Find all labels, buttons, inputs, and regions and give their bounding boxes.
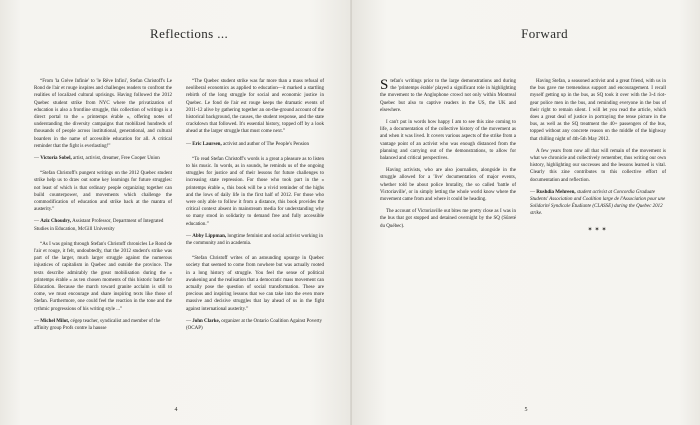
drop-cap: S bbox=[380, 77, 389, 93]
foreword-attribution: — Rushdia Mehreen, student activist at Concordia Graduate Students' Association and Coalition large de l'Association pour une Solidarité Syndicale Étudiante (CLASSE) during the Quebec 2012 strike. bbox=[530, 189, 666, 217]
blurb-attribution: — Aziz Choudry, Assistant Professor, Department of Integrated Studies in Education, McGill University bbox=[34, 219, 164, 232]
left-column-2 bbox=[186, 78, 324, 340]
blurb-text: “The Quebec student strike was far more than a mass refusal of neoliberal economics as applied to education—it marked a startling rebirth of the long struggle for social and economic justice in Quebec. Le fond de l'air est rouge keeps the dramatic events of 2011-12 alive by gathering together an on-the-ground account of the historical background, the causes, the student response, and the state crackdown that followed. It's essential history, topped off by a look ahead at the larger struggle that must come next.” bbox=[186, 79, 324, 135]
blurb-text: “As I was going through Stefan's Christoff chronicles Le Rond de l'air et rouge, it felt, undoubtedly, that the 2012 student's strike was part of the larger, much larger struggle against the numerous injustices of capitalism in Quebec and outside the province. The texts describe admirably the great mobilisation during the « printemps érable » as ten chosen moments of this historic battle for Education. Because the march toward granite acclaim is still to come, we must encourage and share inspiring texts like those of Stefan. Furthermore, one could feel the reaction in the tone and the rythmic progressions of his writing style ...” bbox=[34, 241, 172, 312]
ornament-asterisks: ✶✶✶ bbox=[587, 226, 609, 233]
right-column-1 bbox=[380, 78, 516, 235]
foreword-paragraph: Having Stefan, a seasoned activist and a great friend, with us in the bus gave me tremendous support and encouragement. I recall myself getting up in the bus, as SQ took it over with the 3-4 riot-gear police men in the bus, and reminding everyone in the bus of their right to remain silent. I will let you read the article, which does a great deal of justice in portraying the tense picture in the bus, as well as the SQ treatment the 40+ passengers of the bus, topped without any concrete reason on the middle of the highway that chilling night of 4th-5th May 2012. bbox=[530, 79, 666, 142]
left-running-head: Reflections ... bbox=[150, 26, 229, 41]
blurb-author-name: John Clarke, bbox=[192, 318, 221, 324]
right-running-head: Forward bbox=[521, 26, 568, 41]
foreword-paragraph: A few years from now all that will remain of the movement is what we chronicle and collectively remember, thus writing our own history, highlighting our successes and the lessons learned is vital. Clearly this zine contributes to this collective effort of documentation and reflection. bbox=[530, 148, 666, 183]
blurb-author-name: Michel Milot, bbox=[40, 318, 70, 324]
blurb-attribution: — Victoria Sobel, artist, activist, dreamer, Free Cooper Union bbox=[34, 156, 160, 162]
left-column-1 bbox=[34, 78, 172, 340]
foreword-paragraph: I can't put in words how happy I am to see this zine coming to life, a documentation of the collective history of the movement as and when it was lived. It covers various aspects of the strike from a vantage point of an activist who was enough distanced from the planning and carrying out of the demonstrations, to allow for balanced and critical perspectives. bbox=[380, 120, 516, 162]
blurb-author-role: activist and author of The People's Pension bbox=[222, 141, 310, 147]
blurb-author-name: Abby Lippman, bbox=[192, 233, 227, 239]
foreword-opening-paragraph bbox=[380, 78, 516, 114]
blurb-text: “Stefan Christoff's pungent writings on the 2012 Quebec student strike help us to draw out some key learnings for future struggles: not least of which is that ordinary people organizing together can build counterpower, and movements which challenge the commodification of education and strike back at the mantra of austerity.” bbox=[34, 171, 172, 213]
blurb-text: “From 'la Grève Infinie' to 'le Rêve Infini', Stefan Christoff's Le Rond de l'air et rouge inspires and challenges readers to confront the realities of localized cultural uprisings. Having followed the 2012 Quebec student strike from NYC where the privatization of education is also a frontline struggle, this collection of writings is a direct portal to the « printemps érable », offering notes of understanding the diversity campaigns that mobilized hundreds of thousands of people across institutional, generational, and cultural boarders in the name of accessible education for all. A critical reminder that the fight is everlasting!” bbox=[34, 79, 172, 149]
left-page-columns bbox=[34, 78, 324, 340]
page-number-left: 4 bbox=[174, 407, 178, 413]
foreword-paragraph: The account of Victoriaville out bites me pretty close as I was in the bus that got stopped and detained overnight by the SQ (Sûreté du Québec). bbox=[380, 209, 516, 229]
blurb-attribution: — John Clarke, organizer at the Ontario Coalition Against Poverty (OCAP) bbox=[186, 318, 323, 332]
blurb-author-name: Eric Laursen, bbox=[192, 141, 222, 147]
blurb-attribution: — Michel Milot, cégep teacher, syndicalist and member of the affinity group Profs contre la hausse bbox=[34, 318, 161, 332]
blurb-author-name: Aziz Choudry, bbox=[40, 219, 72, 225]
blurb-author-name: Victoria Sobel, bbox=[40, 156, 72, 162]
blurb-attribution: — Eric Laursen, activist and author of The People's Pension bbox=[186, 141, 310, 147]
blurb-author-role: organizer at the Ontario Coalition Against Poverty (OCAP) bbox=[186, 318, 323, 332]
blurb-attribution: — Abby Lippman, longtime feminist and social activist working in the community and in academia. bbox=[186, 233, 323, 247]
foreword-opening-text: tefan's writings prior to the large demonstrations and during the 'printemps érable' played a significant role in highlighting the movement to the Anglophone crowd not only within Montreal Quebec but also to captive readers in the US, the UK and elsewhere. bbox=[380, 79, 516, 113]
right-column-2 bbox=[530, 78, 666, 235]
blurb-text: “To read Stefan Christoff's words is a great a pleasure as to listen to his music. In words, as in sounds, he reminds us of the ongoing struggles for justice and of their lessons for future challenges to increasing state repression. For those who took part in the « printemps érable », this book will be a vivid reminder of the highs and the lows of daily life in the first half of 2012. For those who were only able to follow it from a distance, this book provides the critical context absent in mainstream media for understanding why so many stood in solidarity to demand free and fully accessible education.” bbox=[186, 156, 324, 227]
foreword-author-role: student activist at Concordia Graduate Students' Association and Coalition large de l'Association pour une Solidarité Syndicale Étudiante (CLASSE) during the Quebec 2012 strike. bbox=[530, 189, 666, 217]
page-number-right: 5 bbox=[524, 407, 528, 413]
blurb-author-role: longtime feminist and social activist working in the community and in academia. bbox=[186, 233, 323, 247]
blurb-author-role: artist, activist, dreamer, Free Cooper Union bbox=[72, 156, 160, 162]
foreword-author-name: Rushdia Mehreen, bbox=[536, 189, 576, 195]
foreword-paragraph: Having activists, who are also journalists, alongside in the struggle allowed for a 'live' documentation of major events, whether told be about police brutality, the so called 'battle of Victoriaville', or in simply letting the whole world know where the movement came from and where it could be heading. bbox=[380, 168, 516, 203]
right-page bbox=[352, 0, 700, 425]
blurb-text: “Stefan Christoff writes of an astounding upsurge in Quebec society that seemed to come from nowhere but was actually rooted in a long history of struggle. You feel the sense of political awakening and the realisation that a democratic mass movement can actually pose the question of social transformation. These are precious and inspiring lessons that we can take into the even more massive and decisive struggles that lay ahead of us in the fight against international austerity.” bbox=[186, 256, 324, 312]
right-page-columns bbox=[380, 78, 666, 235]
blurb-author-role: Assistant Professor, Department of Integrated Studies in Education, McGill University bbox=[34, 219, 164, 232]
blurb-author-role: cégep teacher, syndicalist and member of the affinity group Profs contre la hausse bbox=[34, 318, 161, 332]
